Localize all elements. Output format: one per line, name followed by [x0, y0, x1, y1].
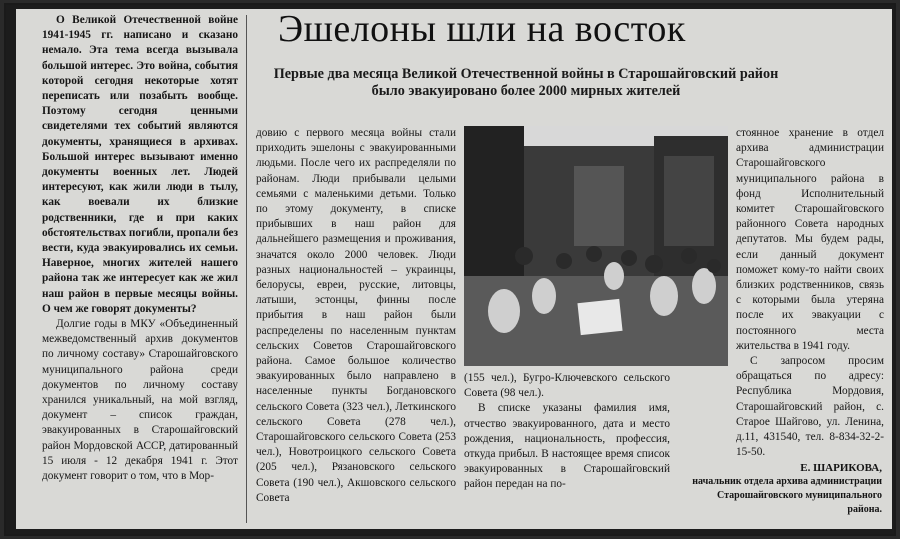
article-column-2	[256, 126, 456, 506]
column-divider	[246, 15, 247, 523]
column-2-text: довию с первого месяца войны стали приходить эшелоны с эвакуированными людьми. После чего их распределяли по районам. Люди прибывали целыми семьями с маленькими детьми. Только по этому документу, в списке прибывших в наш район для дальнейшего размещения и проживания, значатся около 2000 человек. Люди разных национальностей – украинцы, белорусы, евреи, русские, литовцы, латыши, эстонцы, финны после прибытия в наш район были распределены по населенным пунктам сельских Советов Старошайговского района. Самое большое количество эвакуированных было направлено в населенные пункты Богдановского сельского Совета (323 чел.), Леткинского сельского Совета (278 чел.), Старошайговского сельского Совета (253 чел.), Новотроицкого сельского Совета (205 чел.), Рязановского сельского Совета (190 чел.), Акшовского сельского Совета	[256, 127, 456, 504]
article-column-3	[464, 371, 670, 493]
newspaper-page	[16, 9, 892, 529]
intro-body-text: Долгие годы в МКУ «Объединенный межведомственный архив документов по личному составу» Старошайговского муниципального района среди документов по личному составу хранился уникальный, на мой взгляд, документ – список граждан, эвакуированных в Старошайговский район Мордовской АССР, датированный 15 июля - 12 декабря 1941 г. Этот документ говорит о том, что в Мор-	[42, 318, 238, 483]
column-4-paragraph-2: С запросом просим обращаться по адресу: Республика Мордовия, Старошайговский район, с. Старое Шайгово, ул. Ленина, д.11, 431540, тел. 8-834-32-2-15-50.	[736, 355, 884, 459]
column-3-text: (155 чел.), Бугро-Ключевского сельского Совета (98 чел.).	[464, 372, 670, 400]
headline: Эшелоны шли на восток	[278, 9, 686, 50]
intro-column	[42, 13, 238, 484]
photo-image	[464, 126, 728, 366]
author-title: начальник отдела архива администрации Старошайговского муниципального района.	[692, 476, 882, 515]
intro-lead-text: О Великой Отечественной войне 1941-1945 гг. написано и сказано немало. Эта тема всегда вызывала большой интерес. Это война, события которой сегодня некоторые хотят переписать или позабыть вообще. Поэтому сегодня ценными свидетелями тех событий являются документы, хранящиеся в архивах. Большой интерес вызывают именно документы военных лет. Людей интересуют, как жили люди в тылу, как воевали их близкие родственники, где и при каких обстоятельствах погибли, пропали без вести, куда эвакуировались их семьи. Наверное, многих жителей нашего района так же интересует как же жил наш район в первые месяцы войны. О чем же говорят документы?	[42, 14, 238, 315]
screen-frame	[4, 3, 896, 536]
column-4-text: стоянное хранение в отдел архива администрации Старошайговского муниципального района в фонд Исполнительный комитет Старошайговского районного Совета народных депутатов. Мы будем рады, если данный документ поможет кому-то найти своих близких родственников, связь с которыми была утеряна после их эвакуации с постоянного места жительства в 1941 году.	[736, 127, 884, 352]
archival-photo-evacuation-train	[464, 126, 728, 366]
author-signature	[692, 461, 882, 517]
article-column-4	[736, 126, 884, 460]
subheadline: Первые два месяца Великой Отечественной войны в Старошайговский район было эвакуировано более 2000 мирных жителей	[273, 66, 779, 99]
column-3-paragraph-2: В списке указаны фамилия имя, отчество эвакуированного, дата и место рождения, национальность, профессия, откуда прибыл. В настоящее время список эвакуированных в Старошайговский район передан на по-	[464, 402, 670, 491]
author-name: Е. ШАРИКОВА,	[800, 462, 882, 474]
